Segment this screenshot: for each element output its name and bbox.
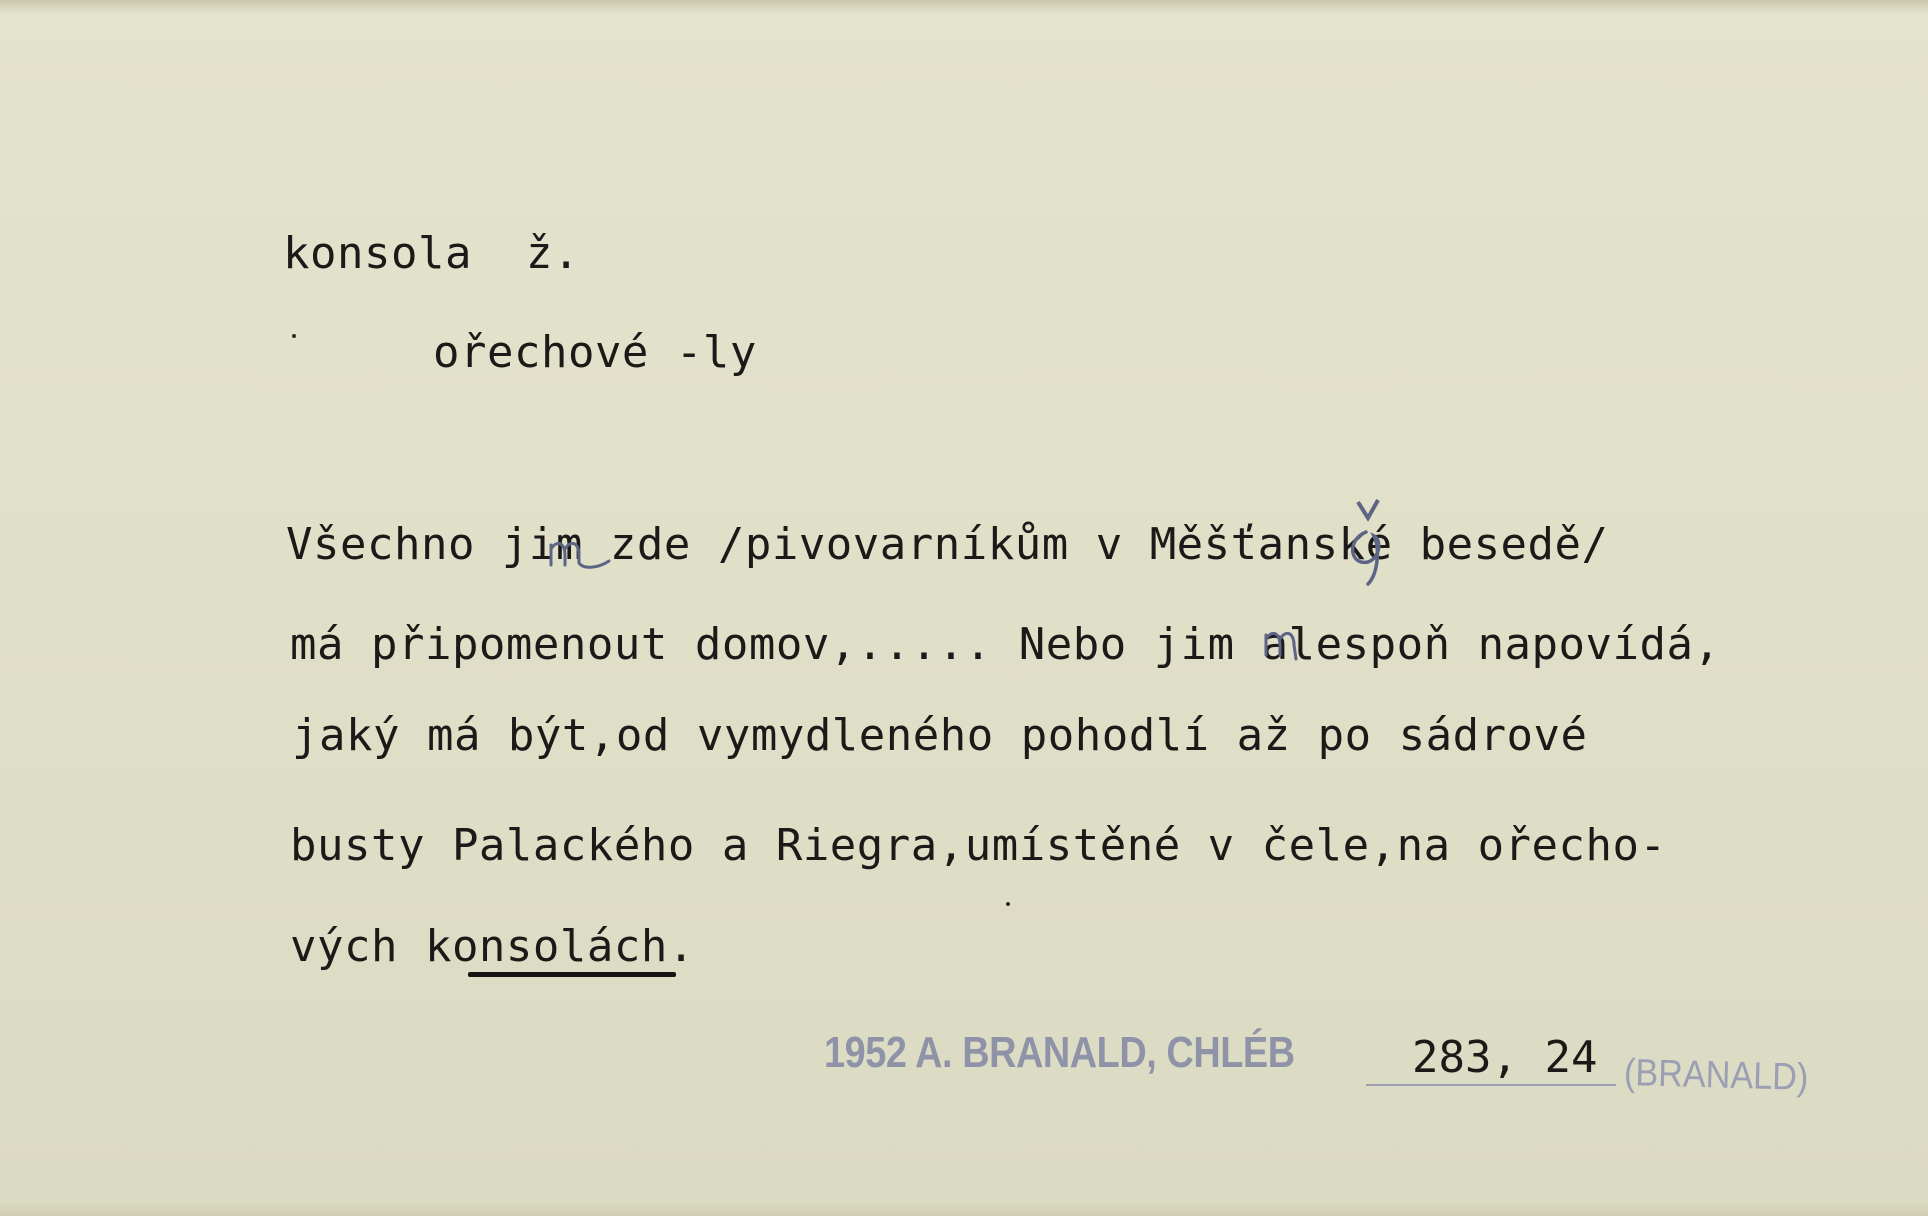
citation-line-2: má připomenout domov,..... Nebo jim alespoň napovídá,: [290, 619, 1721, 670]
source-page-reference: 283, 24: [1412, 1032, 1598, 1083]
keyword-underline: [468, 972, 676, 977]
ink-speck: [292, 334, 296, 338]
headword: konsola ž.: [283, 228, 580, 279]
citation-line-4: busty Palackého a Riegra,umístěné v čele,na ořecho-: [290, 820, 1667, 871]
source-author: (BRANALD): [1623, 1052, 1809, 1099]
ink-speck: [1006, 902, 1010, 906]
source-stamp: 1952 A. BRANALD, CHLÉB: [824, 1028, 1295, 1077]
citation-line-5: vých konsolách.: [290, 921, 695, 972]
inflection-form: ořechové -ly: [433, 327, 757, 378]
citation-line-3: jaký má být,od vymydleného pohodlí až po sádrové: [292, 710, 1588, 761]
source-stamp-line: [1366, 1084, 1616, 1086]
citation-line-1: Všechno jim zde /pivovarníkům v Měšťanské besedě/: [286, 519, 1609, 570]
